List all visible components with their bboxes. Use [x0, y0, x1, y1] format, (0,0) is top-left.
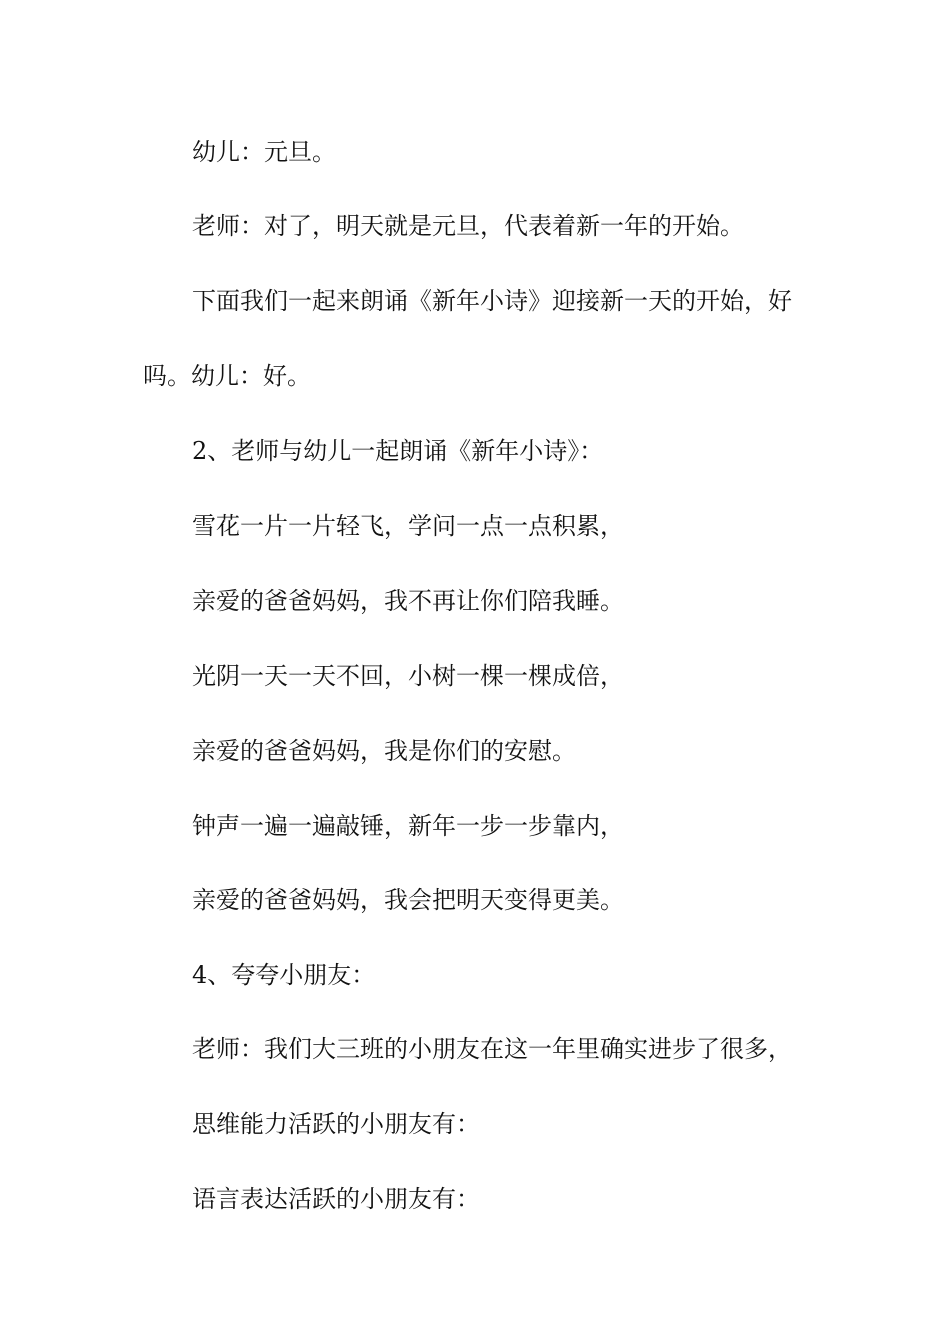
- paragraph-line-continuation: 吗。幼儿：好。: [143, 362, 311, 390]
- dialogue-line-child-answer: 幼儿：元旦。: [192, 138, 336, 166]
- dialogue-line-teacher: 老师：对了，明天就是元旦，代表着新一年的开始。: [192, 212, 744, 240]
- section-heading-praise: 4、夸夸小朋友：: [192, 961, 376, 989]
- poem-line-4: 亲爱的爸爸妈妈，我是你们的安慰。: [192, 737, 576, 765]
- poem-line-1: 雪花一片一片轻飞，学问一点一点积累，: [192, 512, 624, 540]
- section-heading-recite: 2、老师与幼儿一起朗诵《新年小诗》：: [192, 437, 604, 465]
- list-line-thinking: 思维能力活跃的小朋友有：: [192, 1110, 480, 1138]
- poem-line-3: 光阴一天一天不回，小树一棵一棵成倍，: [192, 662, 624, 690]
- list-line-language: 语言表达活跃的小朋友有：: [192, 1185, 480, 1213]
- paragraph-line-recite-intro: 下面我们一起来朗诵《新年小诗》迎接新一天的开始，好: [192, 287, 792, 315]
- poem-line-5: 钟声一遍一遍敲锤，新年一步一步靠内，: [192, 812, 624, 840]
- poem-line-2: 亲爱的爸爸妈妈，我不再让你们陪我睡。: [192, 587, 624, 615]
- poem-line-6: 亲爱的爸爸妈妈，我会把明天变得更美。: [192, 886, 624, 914]
- dialogue-line-teacher-praise: 老师：我们大三班的小朋友在这一年里确实进步了很多，: [192, 1035, 792, 1063]
